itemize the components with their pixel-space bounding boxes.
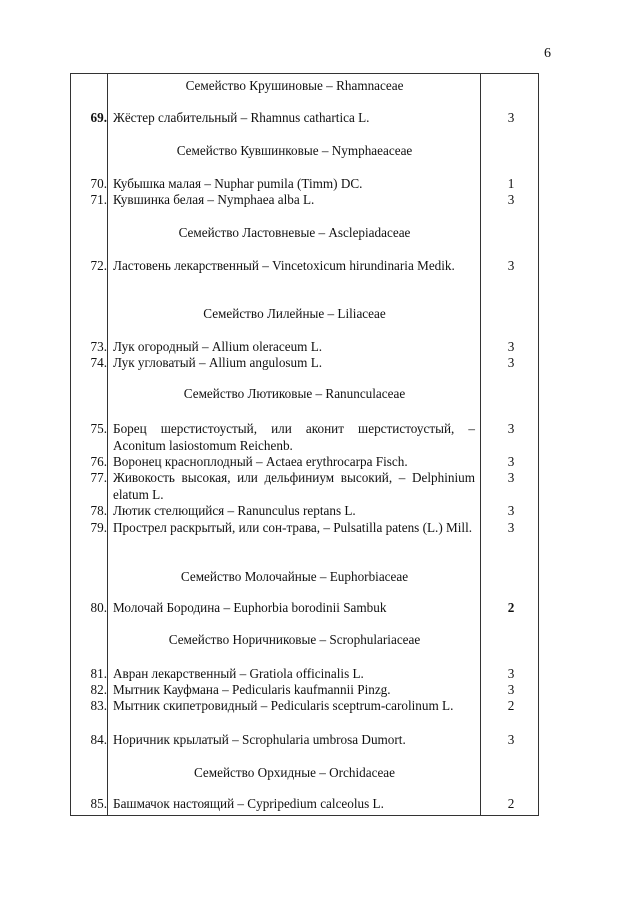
species-name: Живокость высокая, или дельфиниум высокий, – Delphinium elatum L.: [113, 470, 475, 502]
entry-number: 85.: [90, 796, 107, 811]
family-heading: Семейство Лилейные – Liliaceae: [203, 306, 386, 321]
species-name: Ластовень лекарственный – Vincetoxicum hirundinaria Medik.: [113, 258, 455, 273]
category-value: 1: [507, 176, 515, 191]
category-value: 3: [507, 470, 515, 485]
family-heading: Семейство Орхидные – Orchidaceae: [193, 765, 396, 780]
category-value: 2: [507, 600, 515, 615]
category-value: 3: [507, 520, 515, 535]
family-heading: Семейство Ластовневые – Asclepiadaceae: [178, 225, 411, 240]
family-heading: Семейство Лютиковые – Ranunculaceae: [183, 386, 406, 401]
category-value: 2: [507, 796, 515, 811]
species-name: Башмачок настоящий – Cypripedium calceolus L.: [113, 796, 384, 811]
species-name: Кувшинка белая – Nymphaea alba L.: [113, 192, 315, 207]
family-heading: Семейство Кувшинковые – Nymphaeaceae: [176, 143, 413, 158]
category-value: 3: [507, 258, 515, 273]
entry-number: 83.: [90, 698, 107, 713]
entry-number: 78.: [90, 503, 107, 518]
species-name: Норичник крылатый – Scrophularia umbrosa Dumort.: [113, 732, 406, 747]
species-table: [70, 73, 539, 816]
category-value: 3: [507, 666, 515, 681]
species-name: Жёстер слабительный – Rhamnus cathartica L.: [113, 110, 370, 125]
entry-number: 82.: [90, 682, 107, 697]
species-name: Воронец красноплодный – Actaea erythrocarpa Fisch.: [113, 454, 408, 469]
category-value: 3: [507, 503, 515, 518]
species-name: Лук огородный – Allium oleraceum L.: [113, 339, 323, 354]
category-value: 3: [507, 192, 515, 207]
family-heading: Семейство Норичниковые – Scrophulariaceae: [168, 632, 421, 647]
entry-number: 75.: [90, 421, 107, 436]
entry-number: 80.: [90, 600, 107, 615]
category-value: 3: [507, 110, 515, 125]
species-name: Прострел раскрытый, или сон-трава, – Pulsatilla patens (L.) Mill.: [113, 520, 473, 535]
species-name: Борец шерстистоустый, или аконит шерстистоустый, – Aconitum lasiostomum Reichenb.: [113, 421, 475, 453]
entry-number: 84.: [90, 732, 107, 747]
entry-number: 73.: [90, 339, 107, 354]
species-name: Лук угловатый – Allium angulosum L.: [113, 355, 323, 370]
category-value: 3: [507, 355, 515, 370]
entry-number: 81.: [90, 666, 107, 681]
page-number: 6: [544, 46, 551, 61]
entry-number: 69.: [90, 110, 107, 125]
entry-number: 72.: [90, 258, 107, 273]
species-name: Кубышка малая – Nuphar pumila (Timm) DC.: [113, 176, 363, 191]
category-value: 3: [507, 732, 515, 747]
species-name: Мытник скипетровидный – Pedicularis sceptrum-carolinum L.: [113, 698, 454, 713]
species-name: Молочай Бородина – Euphorbia borodinii Sambuk: [113, 600, 387, 615]
entry-number: 76.: [90, 454, 107, 469]
column-divider: [107, 74, 108, 815]
entry-number: 77.: [90, 470, 107, 485]
species-name: Мытник Кауфмана – Pedicularis kaufmannii Pinzg.: [113, 682, 391, 697]
category-value: 3: [507, 421, 515, 436]
category-value: 2: [507, 698, 515, 713]
species-name: Авран лекарственный – Gratiola officinalis L.: [113, 666, 364, 681]
category-value: 3: [507, 682, 515, 697]
entry-number: 71.: [90, 192, 107, 207]
family-heading: Семейство Крушиновые – Rhamnaceae: [185, 78, 404, 93]
category-value: 3: [507, 339, 515, 354]
category-value: 3: [507, 454, 515, 469]
entry-number: 74.: [90, 355, 107, 370]
entry-number: 70.: [90, 176, 107, 191]
family-heading: Семейство Молочайные – Euphorbiaceae: [180, 569, 409, 584]
species-name: Лютик стелющийся – Ranunculus reptans L.: [113, 503, 356, 518]
entry-number: 79.: [90, 520, 107, 535]
